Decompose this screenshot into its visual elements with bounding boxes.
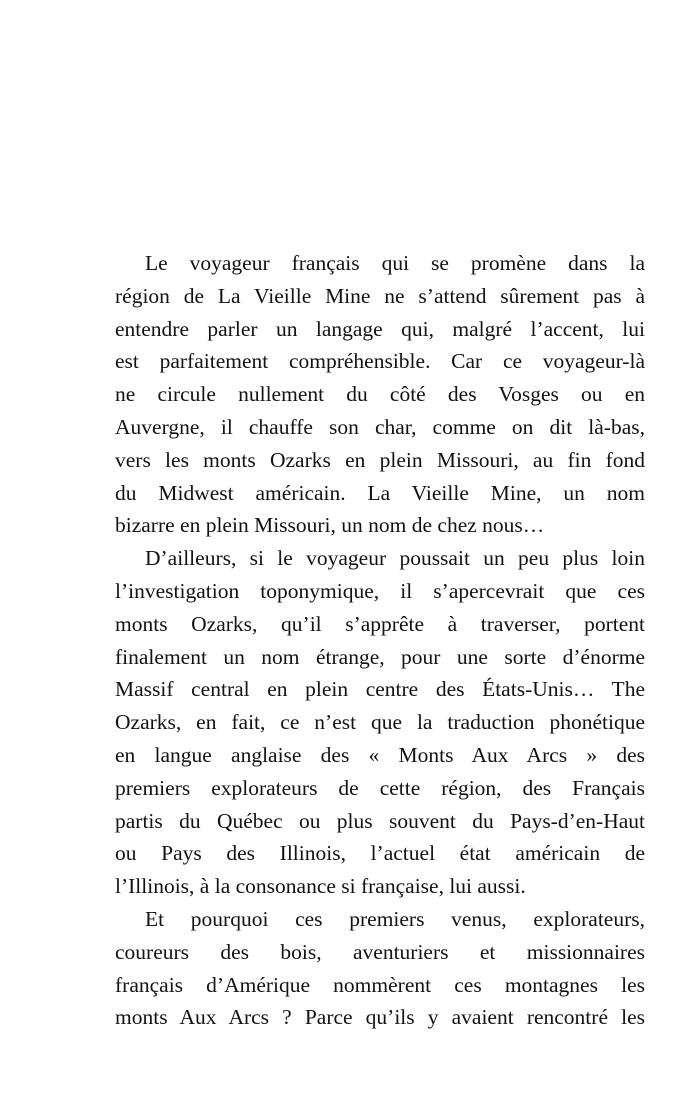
text-line: Massif central en plein centre des États-Unis… The <box>115 677 645 702</box>
text-line: région de La Vieille Mine ne s’attend sûrement pas à <box>115 283 645 308</box>
text-line: Auvergne, il chauffe son char, comme on dit là-bas, <box>115 414 645 439</box>
text-line: du Midwest américain. La Vieille Mine, un nom <box>115 480 645 505</box>
text-line: ou Pays des Illinois, l’actuel état américain de <box>115 841 645 866</box>
text-line: l’Illinois, à la consonance si française, lui aussi. <box>115 874 526 899</box>
text-line: Ozarks, en fait, ce n’est que la traduction phonétique <box>115 710 645 735</box>
text-line: est parfaitement compréhensible. Car ce voyageur-là <box>115 349 645 374</box>
text-line: français d’Amérique nommèrent ces montagnes les <box>115 972 645 997</box>
text-line: Le voyageur français qui se promène dans la <box>145 251 645 275</box>
text-line: partis du Québec ou plus souvent du Pays-d’en-Haut <box>115 808 645 833</box>
text-line: vers les monts Ozarks en plein Missouri, au fin fond <box>115 447 645 472</box>
text-line: coureurs des bois, aventuriers et missionnaires <box>115 939 645 964</box>
text-line: finalement un nom étrange, pour une sorte d’énorme <box>115 644 645 669</box>
text-line: l’investigation toponymique, il s’apercevrait que ces <box>115 578 645 603</box>
text-line: bizarre en plein Missouri, un nom de chez nous… <box>115 513 545 538</box>
text-line: Et pourquoi ces premiers venus, explorateurs, <box>145 906 645 931</box>
text-line: entendre parler un langage qui, malgré l’accent, lui <box>115 316 645 341</box>
text-line: premiers explorateurs de cette région, des Français <box>115 775 645 800</box>
text-line: monts Aux Arcs ? Parce qu’ils y avaient rencontré les <box>115 1005 645 1030</box>
text-block <box>115 247 645 1034</box>
text-line: monts Ozarks, qu’il s’apprête à traverser, portent <box>115 611 645 636</box>
text-line: en langue anglaise des « Monts Aux Arcs » des <box>115 742 645 767</box>
text-line: D’ailleurs, si le voyageur poussait un peu plus loin <box>145 546 645 571</box>
text-line: ne circule nullement du côté des Vosges ou en <box>115 382 645 407</box>
